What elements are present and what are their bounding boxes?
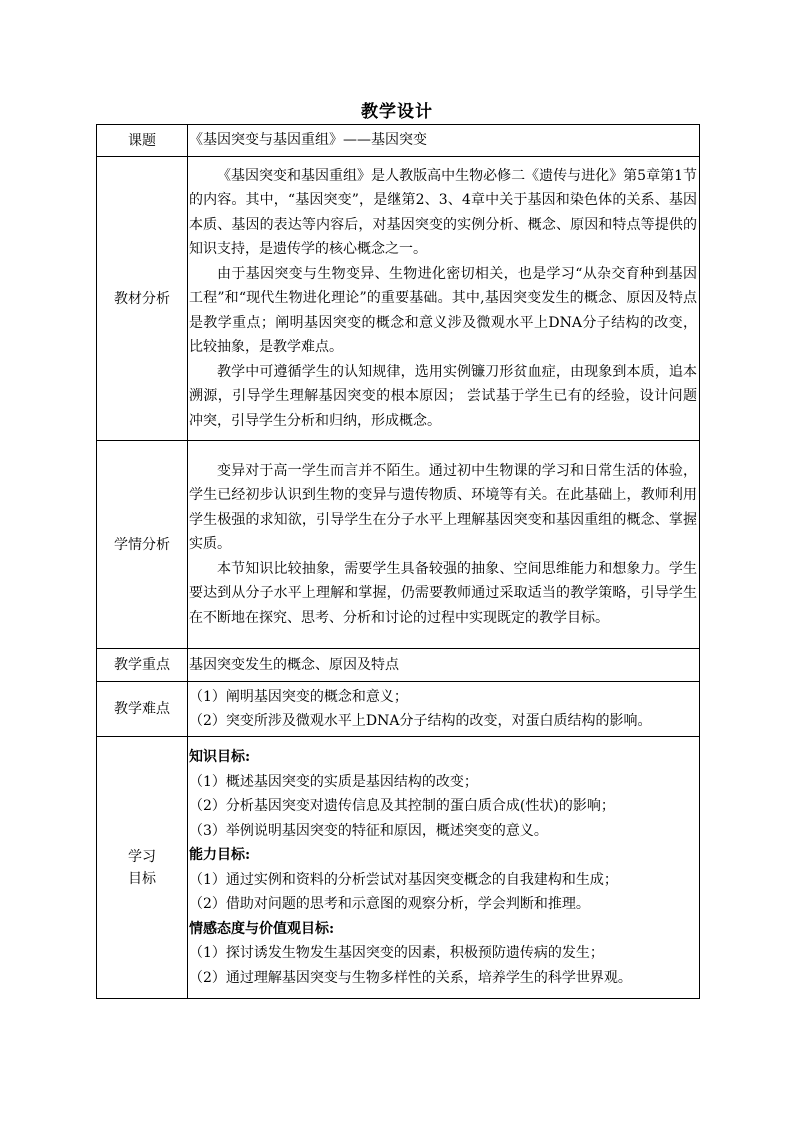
textbook-analysis-content: [188, 157, 700, 441]
textbook-paragraph: 由于基因突变与生物变异、生物进化密切相关，也是学习“从杂交育种到基因工程”和“现代生物进化理论”的重要基础。其中,基因突变发生的概念、原因及特点是教学重点；阐明基因突变的概念和意义涉及微观水平上DNA分子结构的改变，比较抽象，是教学难点。: [189, 265, 697, 356]
row-textbook-analysis: [97, 157, 700, 441]
ability-objective-item: （2）借助对问题的思考和示意图的观察分析，学会判断和推理。: [189, 896, 590, 912]
objectives-label-line: 学习: [128, 848, 156, 865]
knowledge-objective-item: （3）举例说明基因突变的特征和原因，概述突变的意义。: [189, 822, 548, 839]
objectives-label: [97, 737, 188, 999]
topic-label: 课题: [97, 125, 188, 157]
textbook-paragraph: 《基因突变和基因重组》是人教版高中生物必修二《遗传与进化》第5章第1节的内容。其中，“基因突变”，是继第2、3、4章中关于基因和染色体的关系、基因本质、基因的表达等内容后，对基因突变的实例分析、概念、原因和特点等提供的知识支持，是遗传学的核心概念之一。: [189, 167, 697, 258]
row-key-points: [97, 649, 700, 682]
learner-paragraph: 本节知识比较抽象，需要学生具备较强的抽象、空间思维能力和想象力。学生要达到从分子水平上理解和掌握，仍需要教师通过采取适当的教学策略，引导学生在不断地在探究、思考、分析和讨论的过程中实现既定的教学目标。: [189, 560, 697, 626]
emotion-objective-item: （2）通过理解基因突变与生物多样性的关系，培养学生的科学世界观。: [189, 969, 632, 986]
knowledge-objective-item: （1）概述基因突变的实质是基因结构的改变；: [189, 773, 478, 790]
emotion-objectives-heading: 情感态度与价值观目标:: [189, 920, 335, 937]
learner-paragraph: 变异对于高一学生而言并不陌生。通过初中生物课的学习和日常生活的体验，学生已经初步认识到生物的变异与遗传物质、环境等有关。在此基础上，教师利用学生极强的求知欲，引导学生在分子水平上理解基因突变和基因重组的概念、掌握实质。: [189, 462, 697, 553]
row-learner-analysis: [97, 441, 700, 649]
knowledge-objectives-heading: 知识目标:: [189, 749, 251, 765]
knowledge-objective-item: （2）分析基因突变对遗传信息及其控制的蛋白质合成(性状)的影响；: [189, 798, 615, 814]
lesson-plan-table: [96, 124, 700, 999]
key-points-value: 基因突变发生的概念、原因及特点: [188, 649, 700, 682]
ability-objectives-heading: 能力目标:: [189, 847, 251, 863]
textbook-paragraph: 教学中可遵循学生的认知规律，选用实例镰刀形贫血症，由现象到本质，追本溯源，引导学生理解基因突变的根本原因； 尝试基于学生已有的经验，设计问题冲突，引导学生分析和归纳，形成概念。: [189, 363, 697, 429]
objectives-content: [188, 737, 700, 999]
row-difficulties: [97, 682, 700, 737]
learner-analysis-label: 学情分析: [97, 441, 188, 649]
objectives-label-line: 目标: [128, 870, 156, 887]
document-title: 教学设计: [361, 102, 433, 122]
difficulty-item: （1）阐明基因突变的概念和意义；: [189, 688, 408, 705]
row-topic: [97, 125, 700, 157]
emotion-objective-item: （1）探讨诱发生物发生基因突变的因素，积极预防遗传病的发生；: [189, 945, 604, 961]
difficulties-content: [188, 682, 700, 737]
key-points-label: 教学重点: [97, 649, 188, 682]
difficulty-item: （2）突变所涉及微观水平上DNA分子结构的改变，对蛋白质结构的影响。: [189, 713, 652, 729]
topic-value: 《基因突变与基因重组》——基因突变: [188, 125, 700, 157]
difficulties-label: 教学难点: [97, 682, 188, 737]
learner-analysis-content: [188, 441, 700, 649]
textbook-analysis-label: 教材分析: [97, 157, 188, 441]
row-objectives: [97, 737, 700, 999]
ability-objective-item: （1）通过实例和资料的分析尝试对基因突变概念的自我建构和生成；: [189, 871, 618, 888]
